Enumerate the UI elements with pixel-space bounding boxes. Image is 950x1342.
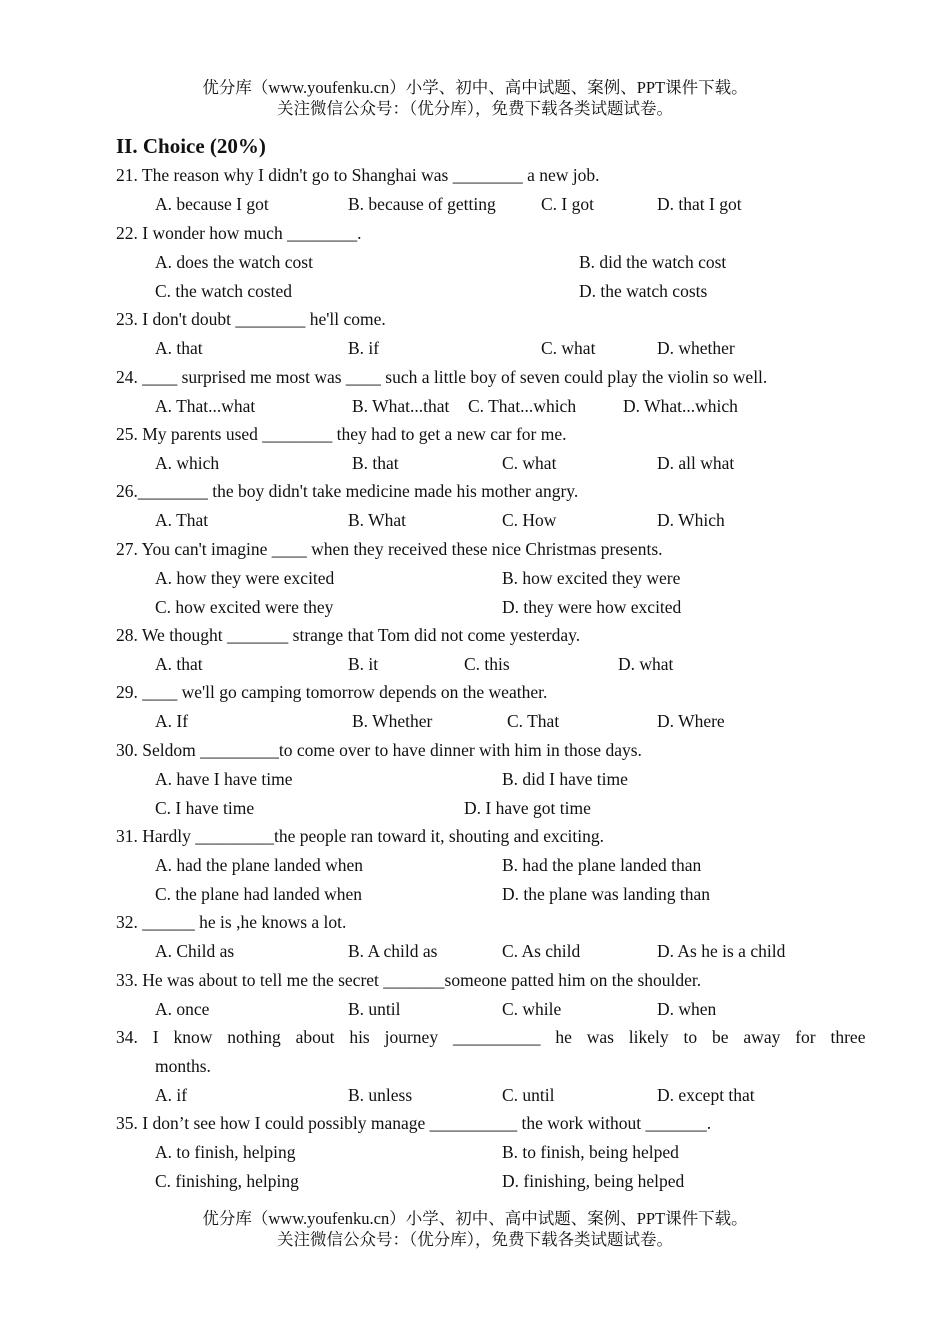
option: A. Child as — [155, 941, 235, 961]
option: B. A child as — [348, 941, 438, 961]
option: B. What...that — [352, 396, 450, 416]
option: C. I got — [541, 194, 594, 214]
option: D. Which — [657, 510, 725, 530]
page-header — [0, 77, 950, 119]
question-stem-continued: months. — [155, 1056, 211, 1076]
option: C. I have time — [155, 798, 255, 818]
section-title: II. Choice (20%) — [116, 134, 266, 158]
option: B. if — [348, 338, 380, 358]
option: B. to finish, being helped — [502, 1142, 679, 1162]
option: C. finishing, helping — [155, 1171, 299, 1191]
question-stem: 33. He was about to tell me the secret _______someone patted him on the shoulder. — [116, 970, 702, 990]
option: C. this — [464, 654, 510, 674]
question-stem: 24. ____ surprised me most was ____ such a little boy of seven could play the violin so well. — [116, 367, 768, 387]
option: A. That...what — [155, 396, 256, 416]
option: D. What...which — [623, 396, 738, 416]
option: D. they were how excited — [502, 597, 682, 617]
option: B. that — [352, 453, 399, 473]
option: A. because I got — [155, 194, 269, 214]
footer-line-1: 优分库（www.youfenku.cn）小学、初中、高中试题、案例、PPT课件下载。 — [202, 1209, 748, 1228]
option: A. that — [155, 338, 203, 358]
question-stem: 23. I don't doubt ________ he'll come. — [116, 309, 386, 329]
option: C. the plane had landed when — [155, 884, 363, 904]
question-stem: 34. I know nothing about his journey __________ he was likely to be away for three — [116, 1027, 866, 1047]
option: B. What — [348, 510, 407, 530]
option: B. unless — [348, 1085, 413, 1105]
option: A. does the watch cost — [155, 252, 313, 272]
option: A. If — [155, 711, 189, 731]
option: C. That — [507, 711, 560, 731]
option: D. except that — [657, 1085, 755, 1105]
option: A. if — [155, 1085, 188, 1105]
question-stem: 21. The reason why I didn't go to Shanghai was ________ a new job. — [116, 165, 600, 185]
option: D. I have got time — [464, 798, 591, 818]
option: B. because of getting — [348, 194, 496, 214]
question-stem: 35. I don’t see how I could possibly manage __________ the work without _______. — [116, 1113, 712, 1133]
question-stem: 32. ______ he is ,he knows a lot. — [116, 912, 347, 932]
option: B. Whether — [352, 711, 433, 731]
option: B. until — [348, 999, 401, 1019]
option: A. to finish, helping — [155, 1142, 296, 1162]
footer-line-2: 关注微信公众号：（优分库），免费下载各类试题试卷。 — [277, 1230, 673, 1249]
question-stem: 30. Seldom _________to come over to have dinner with him in those days. — [116, 740, 642, 760]
option: C. the watch costed — [155, 281, 293, 301]
option: D. As he is a child — [657, 941, 786, 961]
option: B. did the watch cost — [579, 252, 727, 272]
option: C. until — [502, 1085, 555, 1105]
option: C. That...which — [468, 396, 577, 416]
option: A. how they were excited — [155, 568, 335, 588]
option: A. had the plane landed when — [155, 855, 363, 875]
option: D. whether — [657, 338, 735, 358]
option: D. the plane was landing than — [502, 884, 711, 904]
question-stem: 22. I wonder how much ________. — [116, 223, 362, 243]
option: A. once — [155, 999, 210, 1019]
question-stem: 26.________ the boy didn't take medicine made his mother angry. — [116, 481, 579, 501]
option: D. finishing, being helped — [502, 1171, 685, 1191]
option: D. the watch costs — [579, 281, 708, 301]
option: C. while — [502, 999, 562, 1019]
option: B. had the plane landed than — [502, 855, 702, 875]
question-stem: 25. My parents used ________ they had to get a new car for me. — [116, 424, 567, 444]
option: A. which — [155, 453, 220, 473]
header-line-1: 优分库（www.youfenku.cn）小学、初中、高中试题、案例、PPT课件下载。 — [202, 78, 748, 97]
option: C. how excited were they — [155, 597, 334, 617]
question-stem: 31. Hardly _________the people ran toward it, shouting and exciting. — [116, 826, 604, 846]
question-stem: 27. You can't imagine ____ when they received these nice Christmas presents. — [116, 539, 663, 559]
option: B. it — [348, 654, 379, 674]
option: A. that — [155, 654, 203, 674]
header-line-2: 关注微信公众号：（优分库），免费下载各类试题试卷。 — [277, 99, 673, 118]
option: B. how excited they were — [502, 568, 681, 588]
option: D. Where — [657, 711, 725, 731]
option: B. did I have time — [502, 769, 628, 789]
question-stem: 28. We thought _______ strange that Tom did not come yesterday. — [116, 625, 581, 645]
option: D. when — [657, 999, 717, 1019]
option: A. That — [155, 510, 209, 530]
question-stem: 29. ____ we'll go camping tomorrow depends on the weather. — [116, 682, 548, 702]
page-footer — [0, 1208, 950, 1250]
option: D. that I got — [657, 194, 742, 214]
option: A. have I have time — [155, 769, 293, 789]
option: D. all what — [657, 453, 735, 473]
option: C. How — [502, 510, 557, 530]
option: C. what — [541, 338, 596, 358]
option: D. what — [618, 654, 674, 674]
option: C. As child — [502, 941, 581, 961]
option: C. what — [502, 453, 557, 473]
